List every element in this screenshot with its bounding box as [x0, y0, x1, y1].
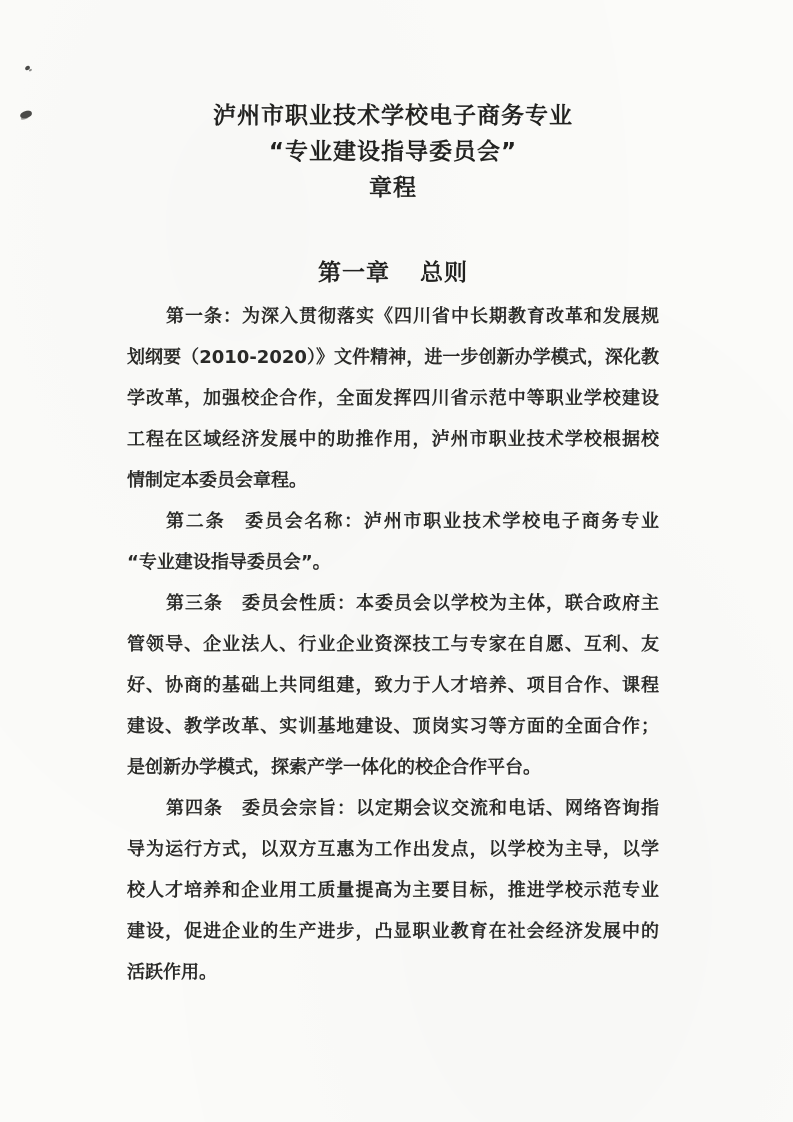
article-line: “专业建设指导委员会”。	[127, 552, 331, 573]
article-line: 校人才培养和企业用工质量提高为主要目标，推进学校示范专业	[127, 880, 659, 901]
article-line: 情制定本委员会章程。	[127, 470, 307, 491]
chapter-number: 第一章	[318, 260, 390, 286]
document-title	[127, 0, 659, 206]
title-line-charter: 章程	[369, 175, 417, 201]
article-line: 第二条 委员会名称：泸州市职业技术学校电子商务专业	[166, 511, 659, 532]
article-line: 管领导、企业法人、行业企业资深技工与专家在自愿、互利、友	[127, 634, 659, 655]
article-line: 第四条 委员会宗旨：以定期会议交流和电话、网络咨询指	[166, 798, 659, 819]
article-line: 第一条：为深入贯彻落实《四川省中长期教育改革和发展规	[166, 306, 659, 327]
article-line: 是创新办学模式，探索产学一体化的校企合作平台。	[127, 757, 541, 778]
article-3	[127, 583, 659, 788]
title-line-committee: “专业建设指导委员会”	[268, 139, 518, 165]
article-line: 活跃作用。	[127, 962, 217, 983]
document-content	[127, 0, 659, 993]
article-line: 好、协商的基础上共同组建，致力于人才培养、项目合作、课程	[127, 675, 659, 696]
title-line-school: 泸州市职业技术学校电子商务专业	[213, 103, 573, 129]
article-line: 划纲要（2010-2020）》文件精神，进一步创新办学模式，深化教	[127, 347, 659, 368]
article-line: 导为运行方式，以双方互惠为工作出发点，以学校为主导，以学	[127, 839, 659, 860]
chapter-heading	[127, 258, 659, 288]
article-line: 建设，促进企业的生产进步，凸显职业教育在社会经济发展中的	[127, 921, 659, 942]
document-body	[127, 296, 659, 993]
article-line: 第三条 委员会性质：本委员会以学校为主体，联合政府主	[166, 593, 659, 614]
article-line: 学改革，加强校企合作，全面发挥四川省示范中等职业学校建设	[127, 388, 659, 409]
article-line: 工程在区域经济发展中的助推作用，泸州市职业技术学校根据校	[127, 429, 659, 450]
article-line: 建设、教学改革、实训基地建设、顶岗实习等方面的全面合作；	[127, 716, 659, 737]
article-1	[127, 296, 659, 501]
article-4	[127, 788, 659, 993]
article-2	[127, 501, 659, 583]
ink-speck	[19, 110, 32, 119]
ink-speck	[24, 65, 30, 70]
chapter-title: 总则	[420, 260, 468, 286]
